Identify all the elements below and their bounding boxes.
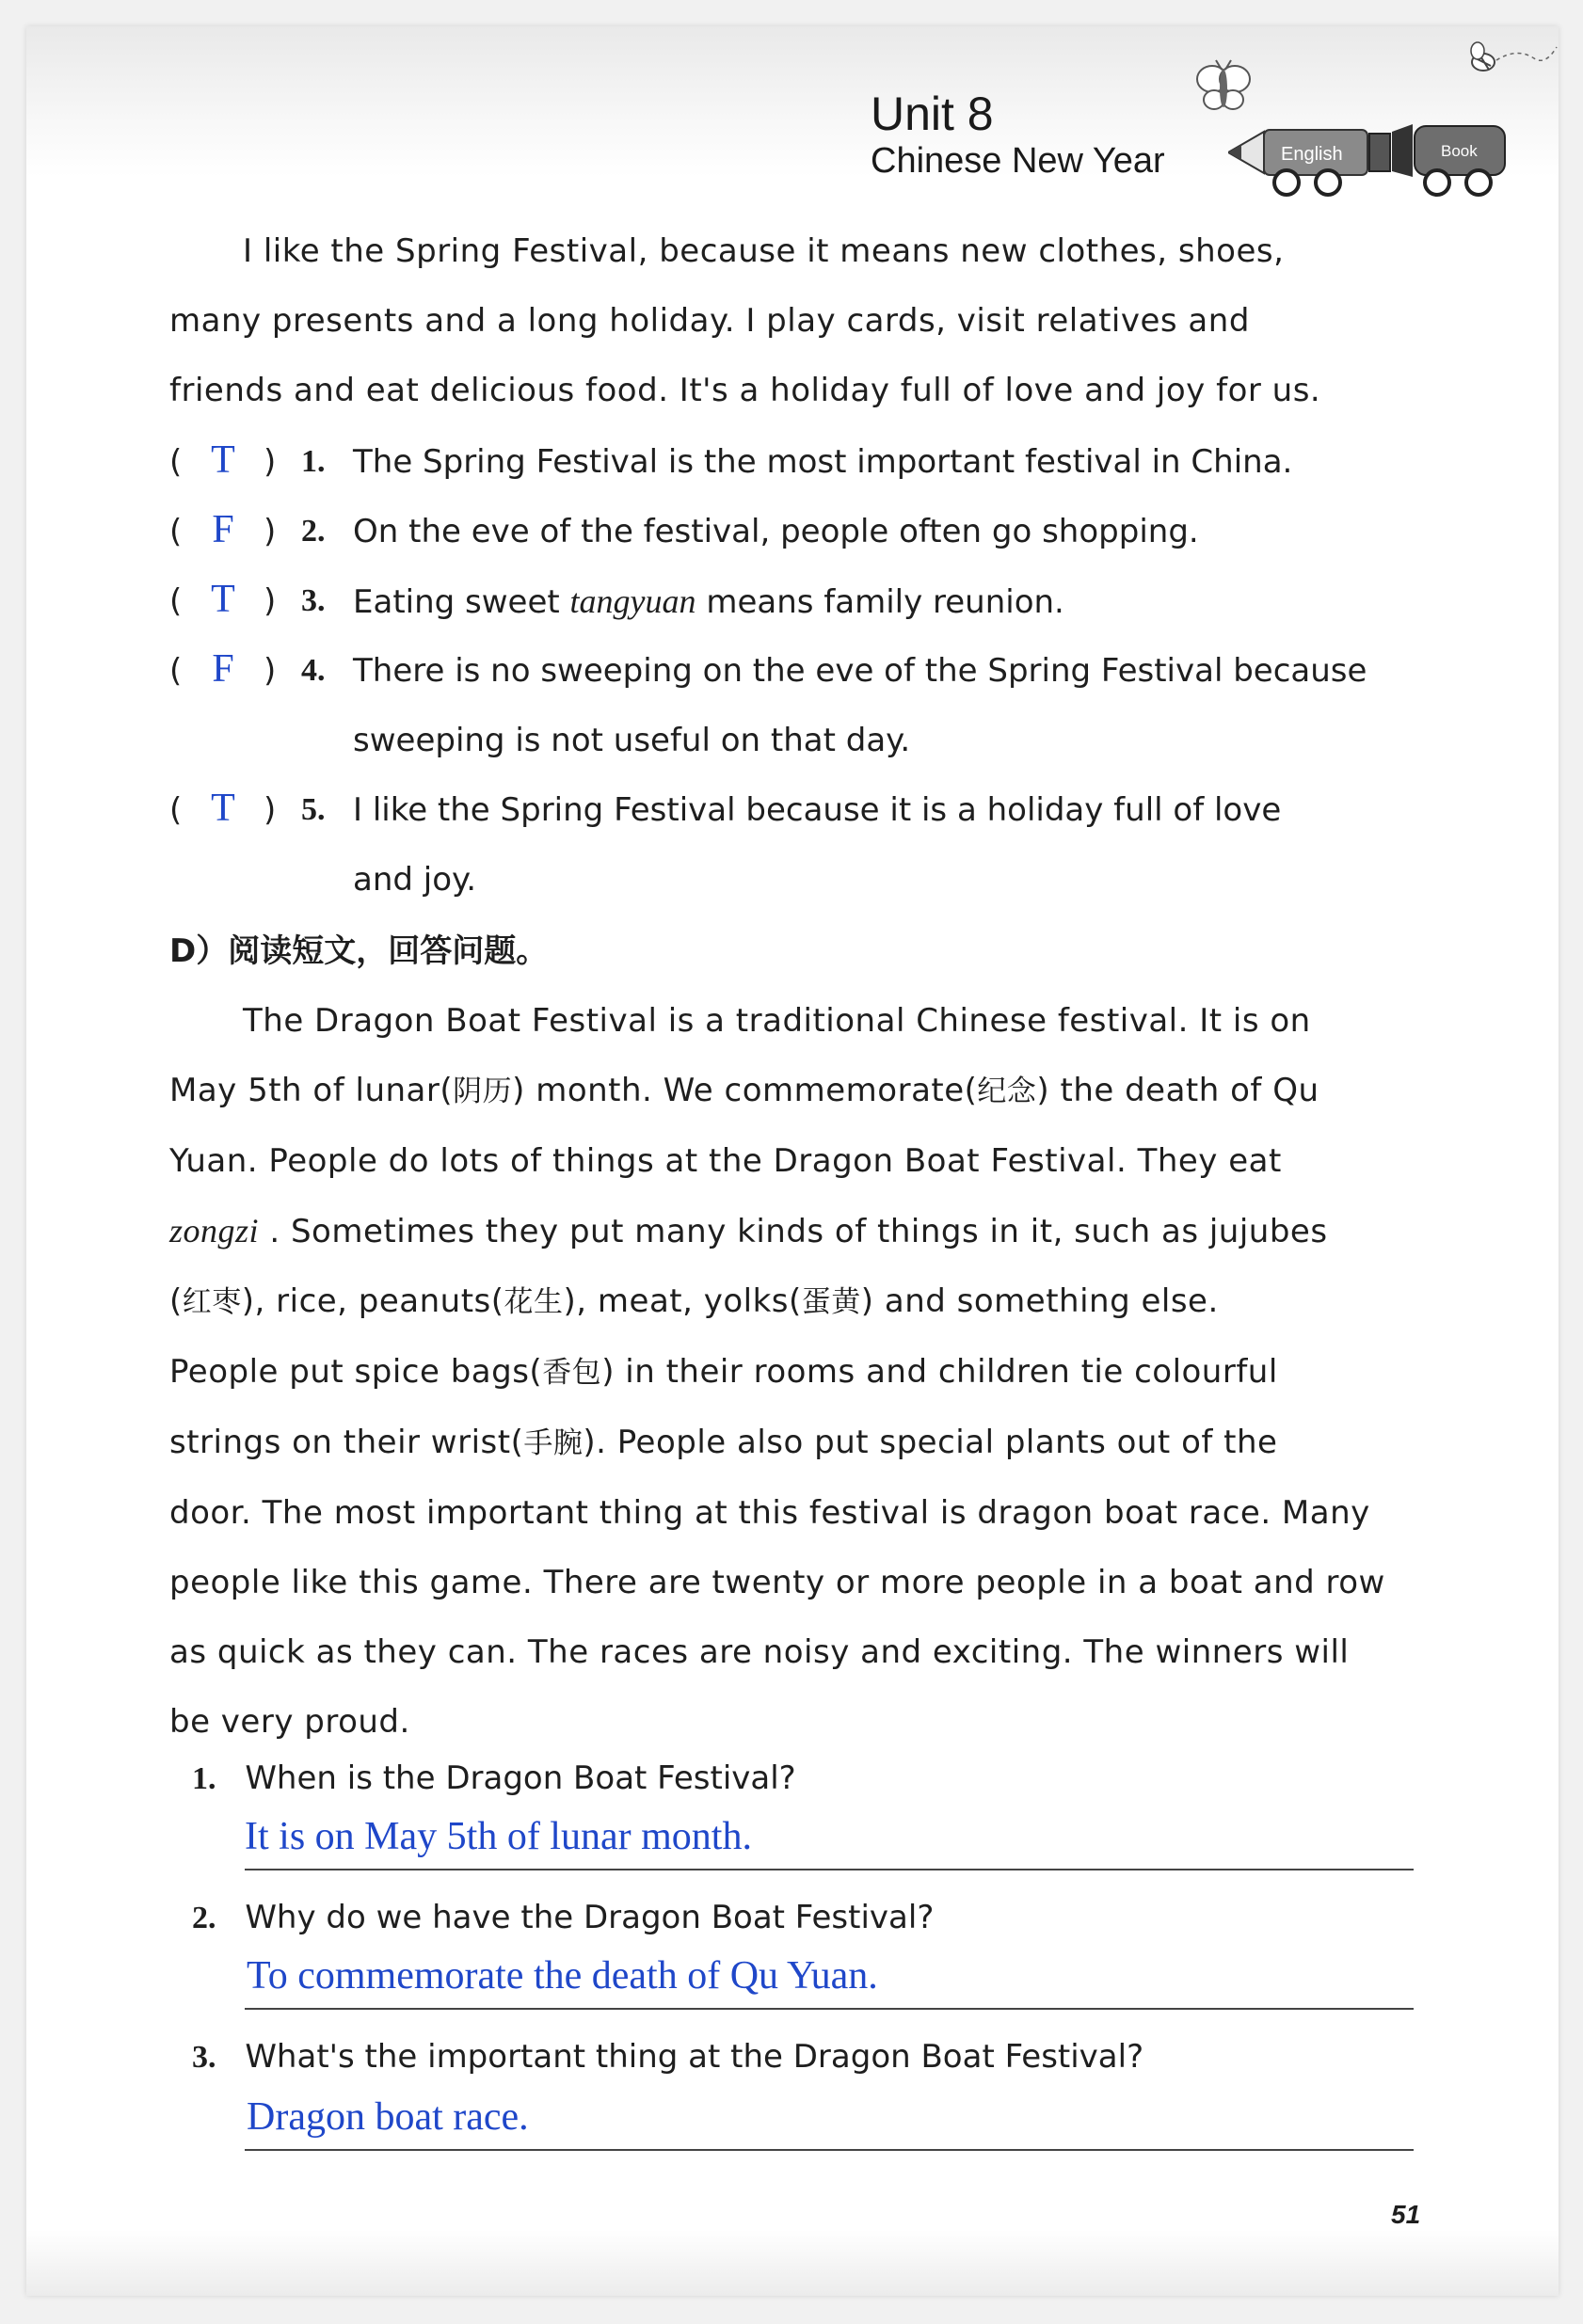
passage-line: people like this game. There are twenty or more people in a boat and row xyxy=(169,1564,1385,1601)
statement-part: Eating sweet xyxy=(353,583,570,621)
pencil-train-icon xyxy=(1228,113,1515,199)
question xyxy=(192,2029,1143,2086)
open-paren: ( xyxy=(169,443,183,481)
car-label-book: Book xyxy=(1441,142,1478,160)
answer-text: Dragon boat race. xyxy=(247,2095,529,2139)
passage-part: ) month. We commemorate( xyxy=(512,1072,978,1109)
item-number: 3. xyxy=(301,583,326,618)
tf-statement: The Spring Festival is the most important festival in China. xyxy=(353,443,1293,481)
tf-answer: T xyxy=(211,438,235,482)
statement-line: There is no sweeping on the eve of the Spring Festival because xyxy=(353,652,1367,690)
passage-c xyxy=(169,216,1410,425)
tf-item xyxy=(169,497,1412,566)
tf-statement xyxy=(353,566,1064,637)
tf-item xyxy=(169,566,1412,636)
answer-rule xyxy=(245,2008,1414,2010)
tf-answer: T xyxy=(211,578,235,621)
chinese-gloss: 花生 xyxy=(504,1285,564,1319)
statement-line: sweeping is not useful on that day. xyxy=(353,722,911,759)
passage-part: People put spice bags( xyxy=(169,1353,543,1391)
chinese-gloss: 阴历 xyxy=(453,1074,513,1108)
answer-rule xyxy=(245,1869,1414,1870)
passage-c-line-3: friends and eat delicious food. It's a holiday full of love and joy for us. xyxy=(169,372,1321,409)
chinese-gloss: 手腕 xyxy=(523,1426,584,1460)
question xyxy=(192,1750,796,1807)
question-number: 1. xyxy=(192,1761,216,1796)
answer-text: It is on May 5th of lunar month. xyxy=(245,1815,752,1858)
statement-part: means family reunion. xyxy=(696,583,1064,621)
close-paren: ) xyxy=(264,513,277,550)
passage-part: ). People also put special plants out of the xyxy=(583,1424,1278,1461)
open-paren: ( xyxy=(169,513,183,550)
passage-c-line-1: I like the Spring Festival, because it means new clothes, shoes, xyxy=(243,232,1285,270)
passage-line: be very proud. xyxy=(169,1703,410,1741)
passage-italic-word: zongzi xyxy=(169,1212,260,1250)
question-text: What's the important thing at the Dragon Boat Festival? xyxy=(245,2038,1144,2076)
tf-item xyxy=(169,775,1412,915)
passage-part: ) the death of Qu xyxy=(1036,1072,1319,1109)
item-number: 2. xyxy=(301,514,326,549)
passage-line: door. The most important thing at this festival is dragon boat race. Many xyxy=(169,1494,1370,1532)
question xyxy=(192,1889,934,1947)
chinese-gloss: 红枣 xyxy=(182,1285,242,1319)
tf-statement xyxy=(353,775,1412,915)
butterfly-icon xyxy=(1193,58,1255,115)
page-number: 51 xyxy=(1391,2200,1421,2229)
unit-subtitle: Chinese New Year xyxy=(871,141,1165,181)
open-paren: ( xyxy=(169,791,183,829)
passage-line: as quick as they can. The races are noisy and exciting. The winners will xyxy=(169,1633,1350,1671)
tf-answer: F xyxy=(212,508,234,551)
passage-c-line-2: many presents and a long holiday. I play cards, visit relatives and xyxy=(169,302,1250,340)
passage-line: The Dragon Boat Festival is a traditional Chinese festival. It is on xyxy=(243,1002,1311,1040)
passage-part: ( xyxy=(169,1282,183,1320)
open-paren: ( xyxy=(169,582,183,620)
passage-d xyxy=(169,986,1414,1757)
passage-part: ) and something else. xyxy=(860,1282,1219,1320)
tf-item xyxy=(169,636,1412,775)
statement-italic-word: tangyuan xyxy=(569,582,696,620)
close-paren: ) xyxy=(264,582,277,620)
passage-line: Yuan. People do lots of things at the Dragon Boat Festival. They eat xyxy=(169,1142,1282,1180)
unit-title: Unit 8 xyxy=(871,88,994,140)
tf-answer: T xyxy=(211,787,235,830)
item-number: 5. xyxy=(301,792,326,827)
passage-part: May 5th of lunar( xyxy=(169,1072,454,1109)
tf-statement: On the eve of the festival, people often go shopping. xyxy=(353,513,1199,550)
passage-part: . Sometimes they put many kinds of things in it, such as jujubes xyxy=(259,1213,1328,1250)
statement-line: I like the Spring Festival because it is a holiday full of love xyxy=(353,791,1282,829)
tf-item xyxy=(169,427,1412,497)
tf-statement xyxy=(353,636,1412,775)
passage-part: ), rice, peanuts( xyxy=(241,1282,504,1320)
open-paren: ( xyxy=(169,652,183,690)
passage-part: ) in their rooms and children tie colourful xyxy=(601,1353,1278,1391)
car-label-english: English xyxy=(1281,144,1343,165)
close-paren: ) xyxy=(264,791,277,829)
question-number: 3. xyxy=(192,2040,216,2075)
question-text: When is the Dragon Boat Festival? xyxy=(245,1759,796,1797)
close-paren: ) xyxy=(264,652,277,690)
chinese-gloss: 蛋黄 xyxy=(801,1285,861,1319)
answer-rule xyxy=(245,2149,1414,2151)
chinese-gloss: 纪念 xyxy=(977,1074,1037,1108)
question-number: 2. xyxy=(192,1901,216,1935)
passage-part: strings on their wrist( xyxy=(169,1424,524,1461)
close-paren: ) xyxy=(264,443,277,481)
small-bee-icon xyxy=(1461,38,1564,85)
section-d-heading: D）阅读短文，回答问题。 xyxy=(169,932,549,970)
item-number: 4. xyxy=(301,653,326,688)
item-number: 1. xyxy=(301,444,326,479)
footer-band xyxy=(26,2230,1559,2296)
chinese-gloss: 香包 xyxy=(542,1356,602,1390)
statement-line: and joy. xyxy=(353,861,477,899)
answer-text: To commemorate the death of Qu Yuan. xyxy=(247,1954,878,1998)
passage-part: ), meat, yolks( xyxy=(563,1282,802,1320)
question-text: Why do we have the Dragon Boat Festival? xyxy=(245,1899,935,1936)
tf-answer: F xyxy=(212,647,234,691)
